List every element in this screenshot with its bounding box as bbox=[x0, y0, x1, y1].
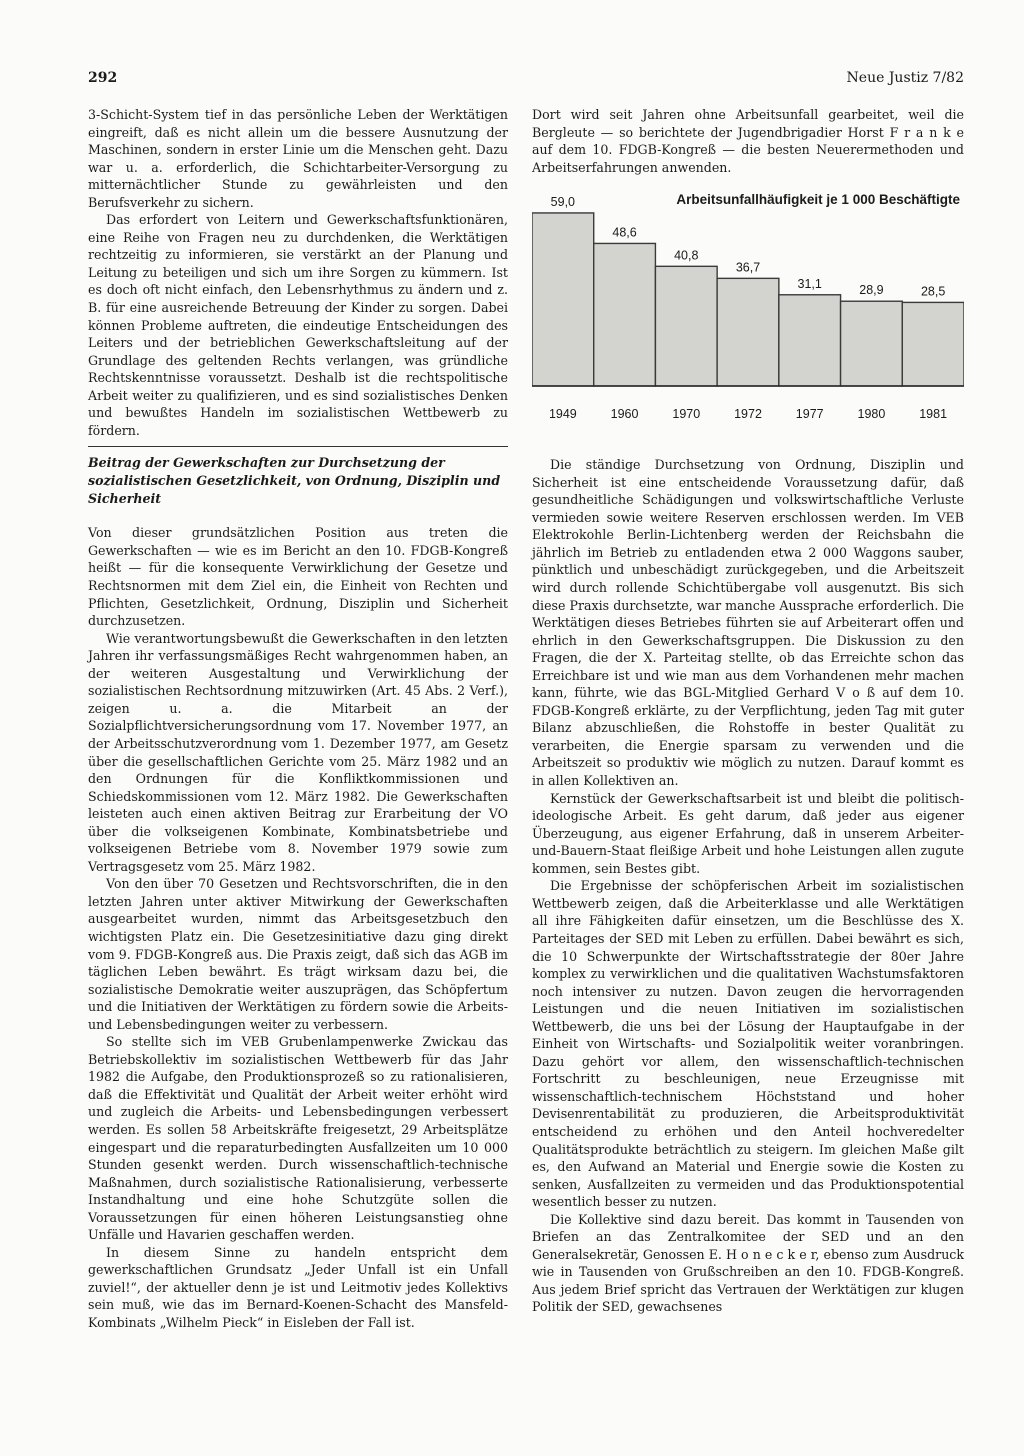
bar-chart bbox=[532, 180, 964, 430]
data-label: 28,5 bbox=[920, 284, 946, 299]
paragraph: Die ständige Durchsetzung von Ordnung, Disziplin und Sicherheit ist eine entscheidende Voraussetzung dafür, daß gesundheitliche Schädigungen und volkswirtschaftliche Verluste vermieden sowie weitere Reserven erschlossen werden. Im VEB Elektrokohle Berlin-Lichtenberg werden der Reichsbahn die jährlich im Betrieb zu entladenden etwa 2 000 Waggons sauber, pünktlich und unbeschädigt zurückgegeben, und die Arbeitszeit wird durch rollende Schichtübergabe voll ausgenutzt. Bis sich diese Praxis durchsetzte, war manche Aussprache erforderlich. Die Werktätigen dieses Betriebes führten sie auf Arbeiterart offen und ehrlich in den Gewerkschaftsgruppen. Die Diskussion zu den Fragen, die der X. Parteitag stellte, ob das Erreichte schon das Erreichbare ist und wie man aus dem Vorhandenen mehr machen kann, führte, wie das BGL-Mitglied Gerhard V o ß auf dem 10. FDGB-Kongreß erklärte, zu der Verpflichtung, jeden Tag mit guter Bilanz abzuschließen, die Rohstoffe in bester Qualität zu verarbeiten, die Energie sparsam zu verwenden und die Arbeitszeit so produktiv wie möglich zu nutzen. Darauf kommt es in allen Kollektiven an. bbox=[532, 457, 964, 789]
paragraph: Die Kollektive sind dazu bereit. Das kommt in Tausenden von Briefen an das Zentralkomitee der SED und an den Generalsekretär, Genossen E. H o n e c k e r, ebenso zum Ausdruck wie in Tausenden von Grußschreiben an den 10. FDGB-Kongreß. Aus jedem Brief spricht das Vertrauen der Werktätigen zur klugen Politik der SED, gewachsenes bbox=[532, 1211, 964, 1315]
paragraph: So stellte sich im VEB Grubenlampenwerke Zwickau das Betriebskollektiv im sozialistischen Wettbewerb für das Jahr 1982 die Aufgabe, den Produktionsprozeß so zu rationalisieren, daß die Effektivität und Qualität der Arbeit weiter erhöht wird und zugleich die Arbeits- und Lebensbedingungen verbessert werden. Es sollen 58 Arbeitskräfte freigesetzt, 29 Arbeitsplätze eingespart und die reparaturbedingten Ausfallzeiten um 10 000 Stunden gesenkt werden. Durch wissenschaftlich-technische Maßnahmen, durch sozialistische Rationalisierung, verbesserte Instandhaltung und eine hohe Schutzgüte sollen die Voraussetzungen für einen höheren Leistungsanstieg ohne Unfälle und Havarien geschaffen werden. bbox=[88, 1034, 508, 1243]
paragraph: Kernstück der Gewerkschaftsarbeit ist und bleibt die politisch-ideologische Arbeit. Es geht darum, daß jeder aus eigener Überzeugung, aus eigener Erfahrung, daß in unserem Arbeiter-und-Bauern-Staat fleißige Arbeit und hohe Leistungen allen zugute kommen, sein Bestes gibt. bbox=[532, 790, 964, 876]
accident-rate-chart bbox=[532, 180, 964, 430]
paragraph: Wie verantwortungsbewußt die Gewerkschaften in den letzten Jahren ihr verfassungsmäßiges Recht wahrgenommen haben, an der weiteren Ausgestaltung und Verwirklichung der sozialistischen Rechtsordnung mitzuwirken (Art. 45 Abs. 2 Verf.), zeigen u. a. die Mitarbeit an der Sozialpflichtversicherungsordnung vom 17. November 1977, an der Arbeitsschutzverordnung vom 1. Dezember 1977, am Gesetz über die gesellschaftlichen Gerichte vom 25. März 1982 und an den Ordnungen für die Konfliktkommissionen und Schiedskommissionen vom 12. März 1982. Die Gewerkschaften leisteten auch einen aktiven Beitrag zur Erarbeitung der VO über die volkseigenen Kombinate, Kombinatsbetriebe und volkseigenen Betriebe vom 8. November 1979 sowie zum Vertragsgesetz vom 25. März 1982. bbox=[88, 630, 508, 874]
data-label: 31,1 bbox=[797, 276, 822, 291]
data-label: 48,6 bbox=[612, 225, 637, 240]
bar-1949 bbox=[532, 213, 594, 386]
paragraph: Die Ergebnisse der schöpferischen Arbeit im sozialistischen Wettbewerb zeigen, daß die Arbeiterklasse und alle Werktätigen all ihre Fähigkeiten dafür einsetzen, um die Beschlüsse des X. Parteitages der SED mit Leben zu erfüllen. Dabei bewährt es sich, die 10 Schwerpunkte der Wirtschaftsstrategie der 80er Jahre komplex zu verwirklichen und die qualitativen Wachstumsfaktoren noch intensiver zu nutzen. Davon zeugen die hervorragenden Leistungen und die neuen Initiativen im sozialistischen Wettbewerb, die uns bei der Lösung der Hauptaufgabe in der Einheit von Wirtschafts- und Sozialpolitik weiter voranbringen. Dazu gehört vor allem, den wissenschaftlich-technischen Fortschritt zu beschleunigen, neue Erzeugnisse mit wissenschaftlich-technischem Höchststand und hoher Devisenrentabilität zu produzieren, die Arbeitsproduktivität entscheidend zu erhöhen und den Anteil hochveredelter Qualitätsprodukte beträchtlich zu steigern. Im gleichen Maße gilt es, den Aufwand an Material und Energie sowie die Kosten zu senken, Ausfallzeiten zu vermeiden und das Produktionspotential wesentlich besser zu nutzen. bbox=[532, 878, 964, 1210]
data-label: 28,9 bbox=[859, 283, 884, 298]
bar-1970 bbox=[655, 267, 717, 387]
page-number: 292 bbox=[88, 70, 118, 86]
chart-title: Arbeitsunfallhäufigkeit je 1 000 Beschäftigte bbox=[676, 192, 960, 208]
x-tick-label: 1980 bbox=[857, 407, 886, 422]
bar-1972 bbox=[717, 279, 779, 387]
bar-1960 bbox=[594, 244, 656, 387]
data-label: 40,8 bbox=[674, 248, 699, 263]
data-label: 59,0 bbox=[550, 195, 576, 210]
x-tick-label: 1972 bbox=[734, 407, 762, 422]
section-heading: Beitrag der Gewerkschaften zur Durchsetzung der sozialistischen Gesetzlichkeit, von Ordnung, Disziplin und Sicherheit bbox=[88, 455, 501, 507]
paragraph: Von den über 70 Gesetzen und Rechtsvorschriften, die in den letzten Jahren unter aktiver Mitwirkung der Gewerkschaften ausgearbeitet wurden, nimmt das Arbeitsgesetzbuch den wichtigsten Platz ein. Die Gesetzesinitiative dazu ging direkt vom 9. FDGB-Kongreß aus. Die Praxis zeigt, daß sich das AGB im täglichen Leben bewährt. Es trägt wirksam dazu bei, die sozialistische Demokratie weiter auszuprägen, das Schöpfertum und die Initiativen der Werktätigen zu fördern sowie die Arbeits- und Lebensbedingungen weiter zu verbessern. bbox=[88, 876, 508, 1032]
paragraph: Von dieser grundsätzlichen Position aus treten die Gewerkschaften — wie es im Bericht an den 10. FDGB-Kongreß heißt — für die konsequente Verwirklichung der Gesetze und Rechtsnormen mit dem Ziel ein, die Einheit von Rechten und Pflichten, Gesetzlichkeit, Ordnung, Disziplin und Sicherheit durchzusetzen. bbox=[88, 525, 508, 629]
bar-1980 bbox=[841, 301, 903, 386]
left-column bbox=[88, 106, 508, 1332]
bar-1977 bbox=[779, 295, 841, 386]
paragraph: Das erfordert von Leitern und Gewerkschaftsfunktionären, eine Reihe von Fragen neu zu durchdenken, die Werktätigen rechtzeitig zu informieren, sie verstärkt an der Planung und Leitung zu beteiligen und sich um ihre Sorgen zu kümmern. Ist es doch oft nicht einfach, den Lebensrhythmus zu ändern und z. B. für eine ausreichende Betreuung der Kinder zu sorgen. Dabei können Probleme auftreten, die eindeutige Entscheidungen des Leiters und der betrieblichen Gewerkschaftsleitung auf der Grundlage des geltenden Rechts verlangen, was gründliche Rechtskenntnisse voraussetzt. Deshalb ist die rechtspolitische Arbeit weiter zu qualifizieren, und es sind sozialistisches Denken und bewußtes Handeln im sozialistischen Wettbewerb zu fördern. bbox=[88, 212, 508, 438]
paragraph: In diesem Sinne zu handeln entspricht dem gewerkschaftlichen Grundsatz „Jeder Unfall ist ein Unfall zuviel!“, der aktueller denn je ist und Leitmotiv jedes Kollektivs sein muß, wie das im Bernard-Koenen-Schacht des Mansfeld-Kombinats „Wilhelm Pieck“ in Eisleben der Fall ist. bbox=[88, 1244, 508, 1330]
x-tick-label: 1981 bbox=[919, 407, 948, 422]
x-tick-label: 1970 bbox=[672, 407, 701, 422]
paragraph: Dort wird seit Jahren ohne Arbeitsunfall gearbeitet, weil die Bergleute — so berichtete der Jugendbrigadier Horst F r a n k e auf dem 10. FDGB-Kongreß — die besten Neuerermethoden und Arbeitserfahrungen anwenden. bbox=[532, 107, 964, 175]
x-tick-label: 1977 bbox=[795, 407, 824, 422]
x-tick-label: 1960 bbox=[610, 407, 639, 422]
bar-1981 bbox=[902, 303, 964, 387]
paragraph: 3-Schicht-System tief in das persönliche Leben der Werktätigen eingreift, daß es nicht allein um die bessere Ausnutzung der Maschinen, sondern in erster Linie um die Menschen geht. Dazu war u. a. erforderlich, die Schichtarbeiter-Versorgung zu mitternächtlicher Stunde zu gewährleisten und den Berufsverkehr zu sichern. bbox=[88, 107, 508, 210]
right-column bbox=[532, 106, 964, 1316]
x-tick-label: 1949 bbox=[548, 407, 577, 422]
section-divider bbox=[88, 446, 508, 447]
data-label: 36,7 bbox=[735, 260, 761, 275]
journal-title: Neue Justiz 7/82 bbox=[846, 70, 964, 86]
